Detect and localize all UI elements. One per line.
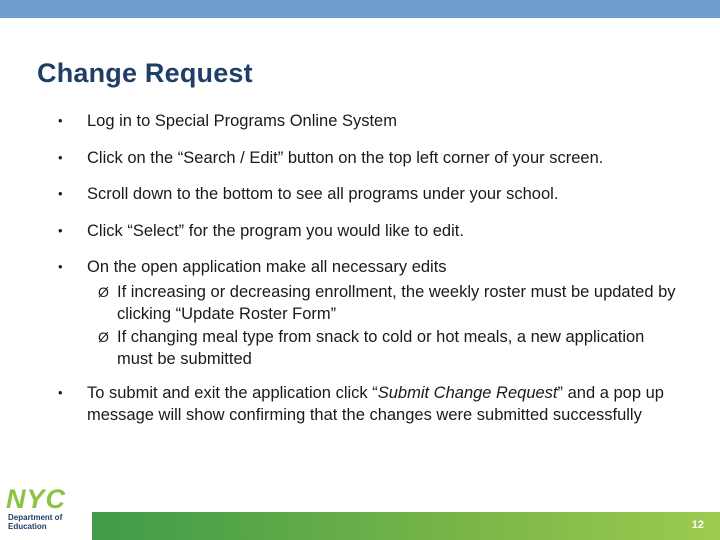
bullet-item-login xyxy=(58,110,678,133)
sub-item-enrollment xyxy=(87,281,678,326)
nyc-doe-logo xyxy=(6,484,86,536)
bullet-text-pre: To submit and exit the application click “ xyxy=(87,383,378,402)
arrow-bullet-icon: Ø xyxy=(98,328,109,345)
bullet-text: Click on the “Search / Edit” button on the top left corner of your screen. xyxy=(87,148,604,167)
footer-bar xyxy=(92,512,720,540)
logo-line-education: Education xyxy=(8,522,47,531)
sub-item-text: If increasing or decreasing enrollment, the weekly roster must be updated by clicking “Update Roster Form” xyxy=(117,282,676,323)
top-accent-bar xyxy=(0,0,720,18)
nyc-logo-icon xyxy=(6,484,82,512)
bullet-text xyxy=(87,384,664,425)
logo-line-department: Department of xyxy=(8,513,63,522)
slide-title: Change Request xyxy=(37,58,253,88)
bullet-icon: • xyxy=(58,384,63,400)
bullet-text: Click “Select” for the program you would like to edit. xyxy=(87,221,464,240)
bullet-text: Log in to Special Programs Online System xyxy=(87,112,397,130)
arrow-bullet-icon: Ø xyxy=(98,283,109,300)
sub-item-meal-type xyxy=(87,326,678,371)
bullet-item-scroll xyxy=(58,183,678,206)
sub-bullet-list xyxy=(87,281,678,371)
bullet-icon: • xyxy=(58,186,63,201)
bullet-item-search-edit xyxy=(58,147,678,170)
bullet-icon: • xyxy=(58,113,63,128)
bullet-item-edits xyxy=(58,256,678,371)
bullet-icon: • xyxy=(58,222,63,238)
bullet-item-select xyxy=(58,220,678,243)
submit-change-request-label: Submit Change Request xyxy=(377,383,558,402)
bullet-icon: • xyxy=(58,149,63,165)
bullet-text: On the open application make all necessary edits xyxy=(87,258,447,276)
bullet-item-submit xyxy=(58,382,678,427)
logo-text xyxy=(8,513,88,531)
sub-item-text: If changing meal type from snack to cold or hot meals, a new application must be submitted xyxy=(117,327,645,368)
nyc-logo-mark: NYC xyxy=(6,484,67,512)
bullet-text: Scroll down to the bottom to see all programs under your school. xyxy=(87,185,559,203)
page-number: 12 xyxy=(691,519,704,531)
bullet-list xyxy=(58,110,678,427)
bullet-icon: • xyxy=(58,259,63,274)
bullet-text-post: ” and a pop up message will show confirming that the changes were submitted successfully xyxy=(87,383,664,424)
